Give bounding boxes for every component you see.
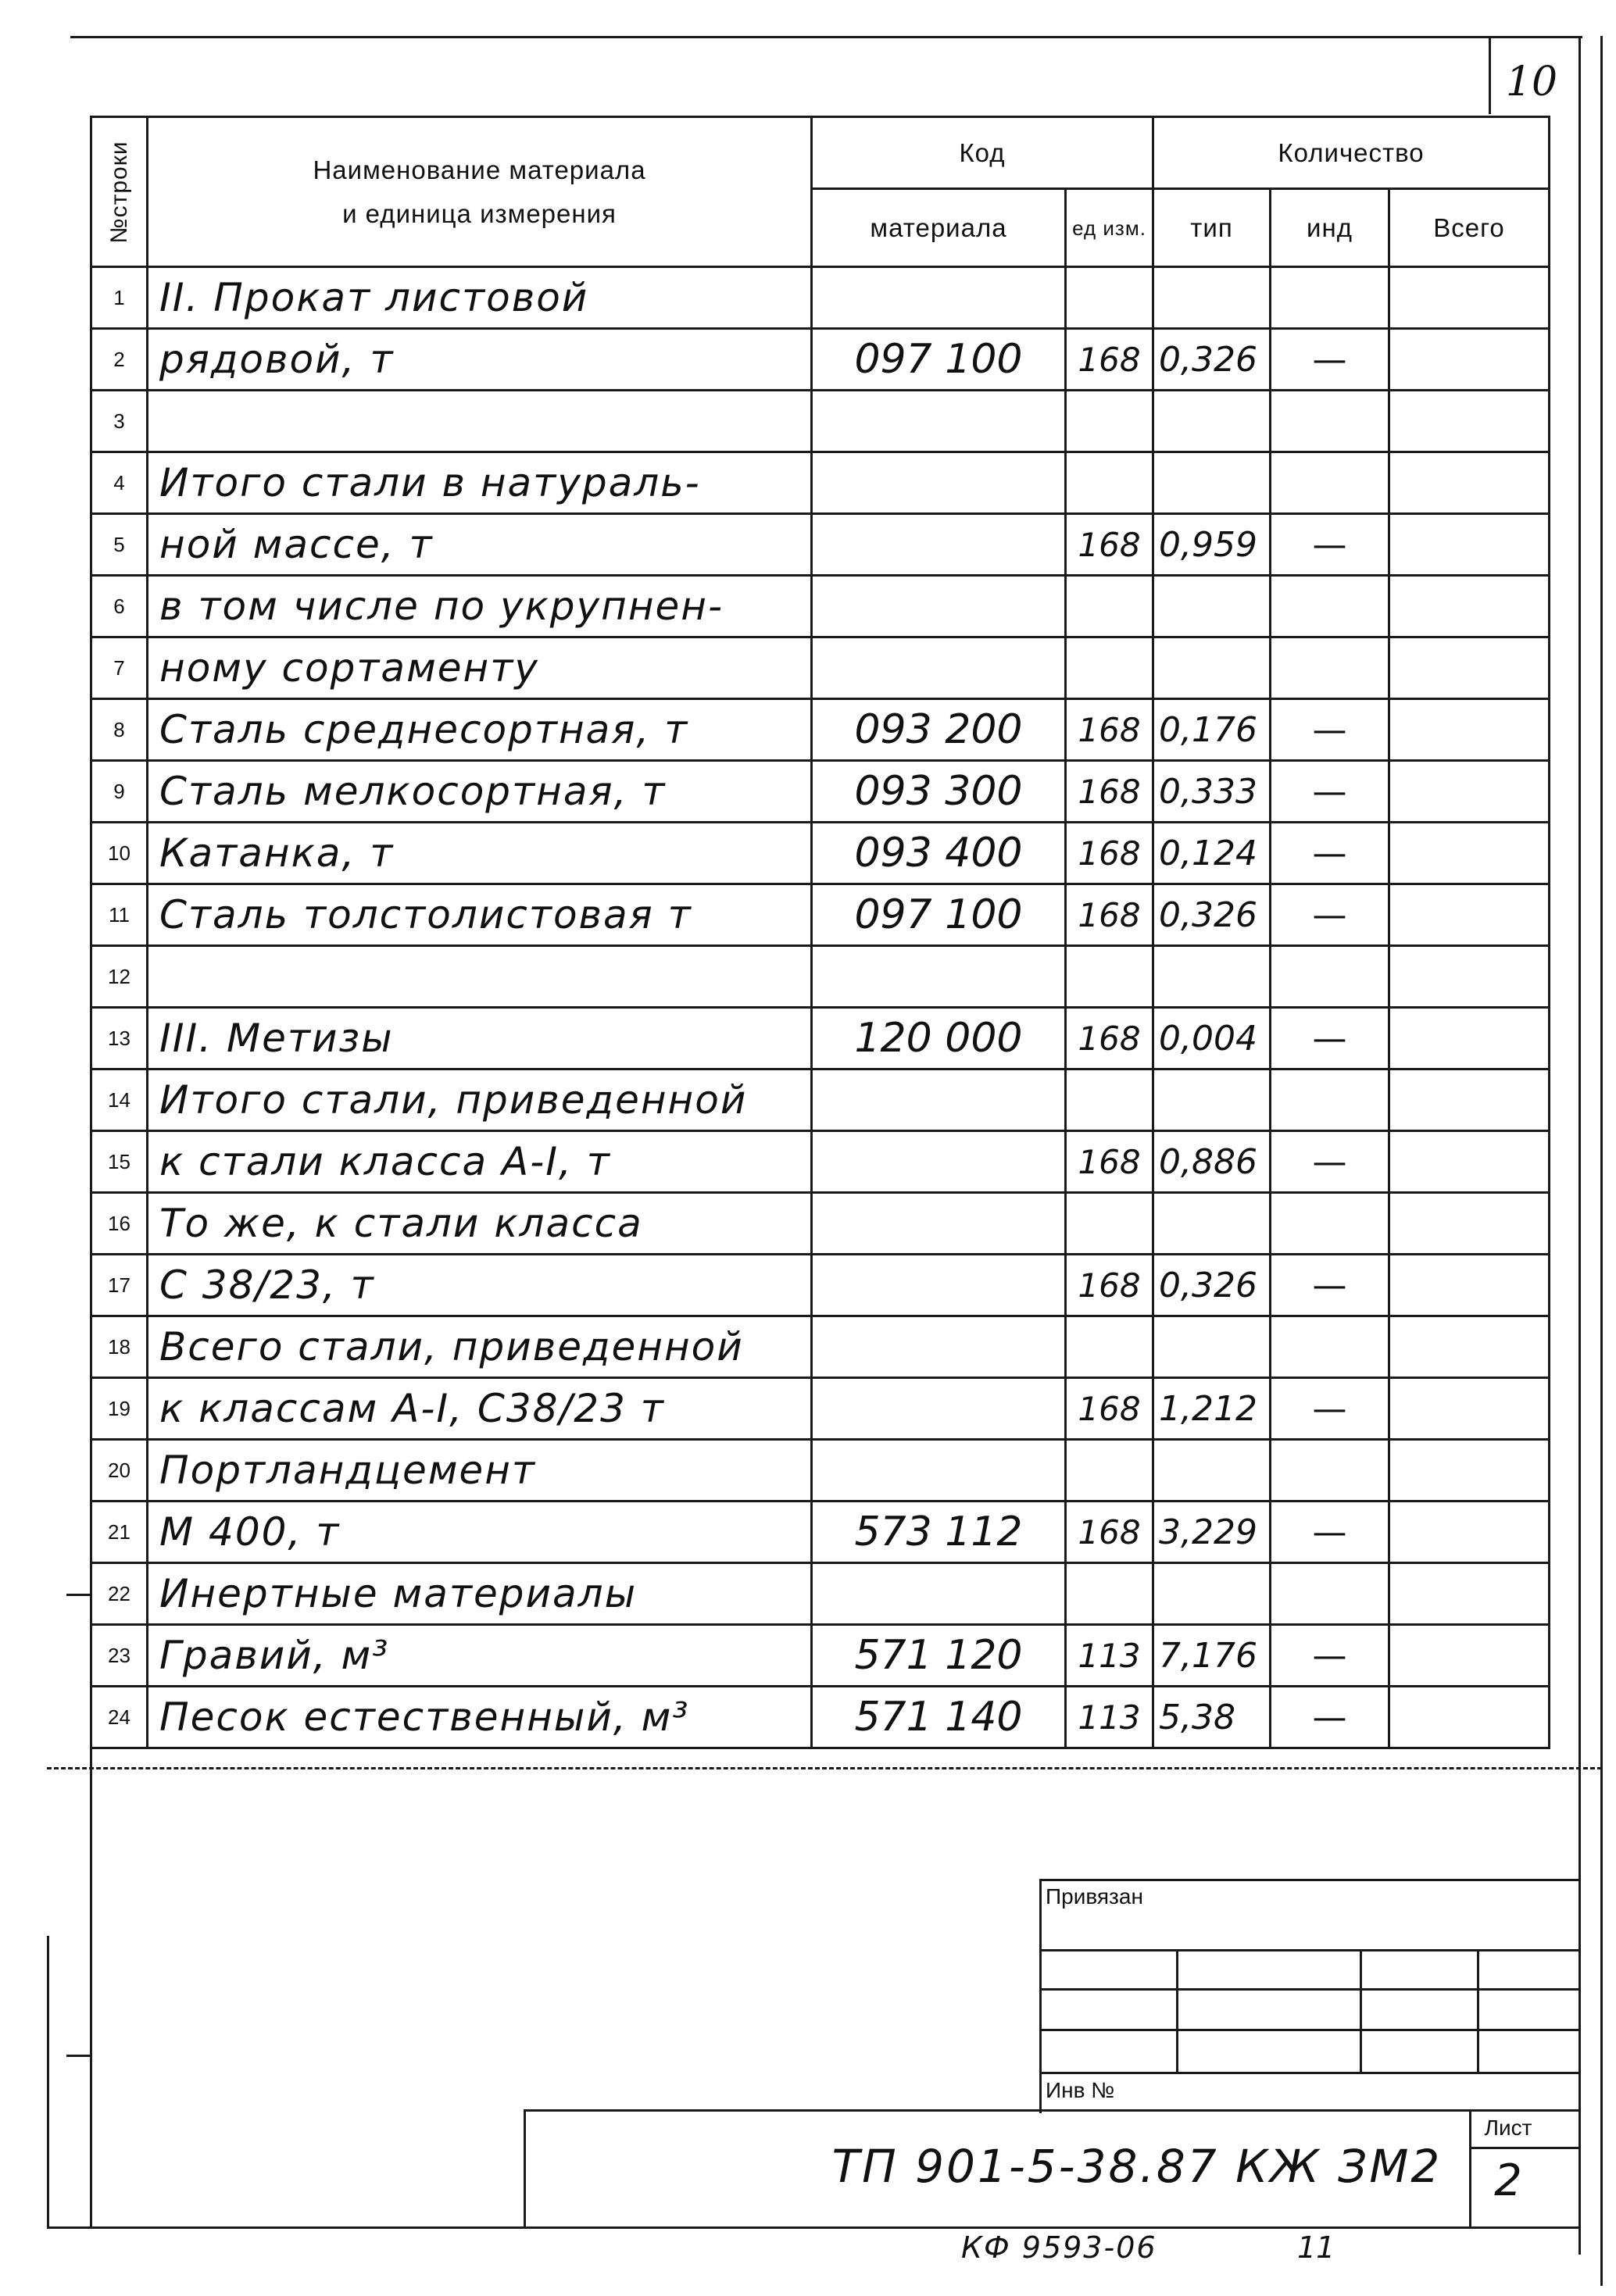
table-row [91,452,1550,514]
title-block-left [1039,1879,1042,2113]
row-number-cell: 14 [91,1069,148,1131]
table-row [91,1502,1550,1563]
sheet-number: 2 [1494,2155,1522,2206]
qty-ind-cell: — [1271,1687,1389,1748]
material-code-cell [812,637,1066,699]
row-number-cell: 20 [91,1440,148,1502]
qty-total-cell [1389,329,1550,391]
row-number-cell: 21 [91,1502,148,1563]
material-code-cell: 573 112 [812,1502,1066,1563]
header-code-material: материала [812,189,1066,267]
unit-code-cell [1066,1069,1153,1131]
unit-code-cell [1066,576,1153,637]
document-code: ТП 901-5-38.87 КЖ ЗМ2 [831,2140,1443,2193]
unit-code-cell [1066,1563,1153,1625]
material-code-cell: 097 100 [812,329,1066,391]
material-name-cell: То же, к стали класса [148,1193,812,1255]
qty-ind-cell: — [1271,329,1389,391]
qty-total-cell [1389,391,1550,452]
row-number-cell: 16 [91,1193,148,1255]
bottom-border [47,2226,1581,2229]
material-code-cell [812,1563,1066,1625]
right-outer-border [1600,36,1603,2286]
row-number-cell: 17 [91,1255,148,1316]
archive-sheet-number: 11 [1297,2230,1335,2265]
qty-total-cell [1389,1069,1550,1131]
qty-type-cell: 3,229 [1153,1502,1271,1563]
material-name-cell: Сталь среднесортная, т [148,699,812,761]
unit-code-cell: 168 [1066,1255,1153,1316]
qty-total-cell [1389,576,1550,637]
material-code-cell: 571 140 [812,1687,1066,1748]
qty-type-cell: 0,886 [1153,1131,1271,1193]
row-number-cell: 6 [91,576,148,637]
qty-total-cell [1389,761,1550,823]
left-tick-2 [66,2055,90,2057]
qty-ind-cell: — [1271,1625,1389,1687]
title-grid-v3 [1477,1949,1479,2072]
row-number-cell: 23 [91,1625,148,1687]
header-code-unit: ед изм. [1066,189,1153,267]
material-code-cell [812,452,1066,514]
unit-code-cell [1066,1440,1153,1502]
qty-type-cell [1153,1069,1271,1131]
table-row [91,823,1550,884]
material-code-cell [812,576,1066,637]
material-name-cell: ной массе, т [148,514,812,576]
qty-ind-cell: — [1271,823,1389,884]
material-code-cell [812,1131,1066,1193]
qty-ind-cell [1271,1193,1389,1255]
unit-code-cell [1066,452,1153,514]
unit-code-cell: 168 [1066,514,1153,576]
row-number-cell: 3 [91,391,148,452]
table-row [91,761,1550,823]
material-name-cell: С 38/23, т [148,1255,812,1316]
qty-total-cell [1389,1625,1550,1687]
qty-total-cell [1389,1502,1550,1563]
material-name-cell: Песок естественный, м³ [148,1687,812,1748]
qty-type-cell [1153,267,1271,329]
material-name-cell: к стали класса А-I, т [148,1131,812,1193]
qty-total-cell [1389,1687,1550,1748]
qty-ind-cell: — [1271,1502,1389,1563]
qty-type-cell [1153,452,1271,514]
material-name-cell: Портландцемент [148,1440,812,1502]
top-border [70,36,1582,38]
material-name-cell: Инертные материалы [148,1563,812,1625]
unit-code-cell [1066,1193,1153,1255]
row-number-cell: 9 [91,761,148,823]
qty-ind-cell: — [1271,1131,1389,1193]
material-code-cell [812,1316,1066,1378]
qty-total-cell [1389,1440,1550,1502]
unit-code-cell: 113 [1066,1687,1153,1748]
unit-code-cell: 168 [1066,1502,1153,1563]
qty-type-cell: 0,333 [1153,761,1271,823]
material-code-cell [812,1440,1066,1502]
material-name-cell: Сталь толстолистовая т [148,884,812,946]
unit-code-cell: 168 [1066,823,1153,884]
material-code-cell: 571 120 [812,1625,1066,1687]
header-qty-total: Всего [1389,189,1550,267]
row-number-cell: 10 [91,823,148,884]
table-row [91,514,1550,576]
qty-type-cell [1153,576,1271,637]
qty-total-cell [1389,1563,1550,1625]
material-name-cell: II. Прокат листовой [148,267,812,329]
row-number-cell: 19 [91,1378,148,1440]
table-row [91,1440,1550,1502]
unit-code-cell: 168 [1066,1378,1153,1440]
table-row [91,884,1550,946]
material-code-cell: 093 400 [812,823,1066,884]
page-number: 10 [1505,59,1558,105]
row-number-cell: 5 [91,514,148,576]
qty-total-cell [1389,1316,1550,1378]
qty-type-cell [1153,1563,1271,1625]
material-code-cell [812,1193,1066,1255]
qty-ind-cell: — [1271,1008,1389,1069]
row-number-cell: 13 [91,1008,148,1069]
qty-ind-cell [1271,267,1389,329]
material-code-cell [812,1255,1066,1316]
qty-type-cell: 0,004 [1153,1008,1271,1069]
qty-total-cell [1389,1193,1550,1255]
table-row [91,1008,1550,1069]
qty-total-cell [1389,699,1550,761]
unit-code-cell: 168 [1066,1131,1153,1193]
title-main-left [524,2109,526,2228]
qty-type-cell [1153,1440,1271,1502]
qty-ind-cell [1271,576,1389,637]
title-main-top [524,2109,1581,2112]
table-row [91,1131,1550,1193]
unit-code-cell [1066,391,1153,452]
qty-total-cell [1389,1255,1550,1316]
left-tick-1 [66,1594,90,1596]
material-code-cell [812,391,1066,452]
material-name-cell: Итого стали в натураль- [148,452,812,514]
row-number-cell: 8 [91,699,148,761]
sheet-label: Лист [1484,2116,1532,2140]
table-row [91,1687,1550,1748]
material-code-cell: 093 200 [812,699,1066,761]
cut-line [47,1767,1602,1769]
unit-code-cell: 168 [1066,884,1153,946]
qty-type-cell: 7,176 [1153,1625,1271,1687]
table-row [91,1316,1550,1378]
header-qty-ind: инд [1271,189,1389,267]
unit-code-cell: 168 [1066,699,1153,761]
title-block-top [1039,1879,1581,1881]
qty-ind-cell [1271,946,1389,1008]
qty-ind-cell: — [1271,1378,1389,1440]
material-name-cell: Гравий, м³ [148,1625,812,1687]
material-name-cell [148,946,812,1008]
qty-total-cell [1389,884,1550,946]
material-name-cell: III. Метизы [148,1008,812,1069]
table-body [91,267,1550,1748]
row-number-cell: 1 [91,267,148,329]
title-grid-h2 [1039,1988,1581,1991]
row-number-cell: 2 [91,329,148,391]
qty-type-cell: 1,212 [1153,1378,1271,1440]
archive-number: КФ 9593-06 [961,2230,1157,2265]
unit-code-cell: 168 [1066,329,1153,391]
material-name-cell: Всего стали, приведенной [148,1316,812,1378]
material-code-cell [812,514,1066,576]
table-row [91,1563,1550,1625]
table-row [91,1625,1550,1687]
qty-ind-cell [1271,1440,1389,1502]
table-row [91,576,1550,637]
qty-type-cell: 5,38 [1153,1687,1271,1748]
qty-total-cell [1389,514,1550,576]
row-number-cell: 18 [91,1316,148,1378]
qty-ind-cell [1271,391,1389,452]
material-name-cell: Итого стали, приведенной [148,1069,812,1131]
table-row [91,1069,1550,1131]
row-number-cell: 7 [91,637,148,699]
material-code-cell [812,1069,1066,1131]
qty-total-cell [1389,1008,1550,1069]
material-name-cell [148,391,812,452]
unit-code-cell: 113 [1066,1625,1153,1687]
row-number-cell: 12 [91,946,148,1008]
title-grid-h3 [1039,2029,1581,2031]
qty-total-cell [1389,637,1550,699]
row-number-cell: 24 [91,1687,148,1748]
qty-type-cell: 0,176 [1153,699,1271,761]
qty-ind-cell: — [1271,761,1389,823]
row-number-cell: 4 [91,452,148,514]
table-row [91,267,1550,329]
qty-type-cell [1153,637,1271,699]
inv-label: Инв № [1046,2078,1115,2102]
qty-type-cell: 0,326 [1153,884,1271,946]
header-code-group: Код [812,117,1153,189]
table-row [91,391,1550,452]
qty-type-cell: 0,124 [1153,823,1271,884]
qty-type-cell: 0,326 [1153,1255,1271,1316]
qty-total-cell [1389,1131,1550,1193]
qty-ind-cell [1271,637,1389,699]
qty-type-cell [1153,946,1271,1008]
material-name-cell: М 400, т [148,1502,812,1563]
material-code-cell: 093 300 [812,761,1066,823]
qty-total-cell [1389,452,1550,514]
material-name-cell: ному сортаменту [148,637,812,699]
unit-code-cell [1066,267,1153,329]
material-name-cell: в том числе по укрупнен- [148,576,812,637]
material-code-cell [812,267,1066,329]
title-grid-v2 [1360,1949,1362,2072]
material-name-cell: Катанка, т [148,823,812,884]
table-row [91,699,1550,761]
table-row [91,1378,1550,1440]
table-row [91,329,1550,391]
qty-total-cell [1389,946,1550,1008]
material-code-cell: 120 000 [812,1008,1066,1069]
qty-ind-cell: — [1271,884,1389,946]
qty-total-cell [1389,1378,1550,1440]
header-name: Наименование материала и единица измерения [148,117,812,267]
qty-type-cell: 0,326 [1153,329,1271,391]
table-row [91,946,1550,1008]
table-row [91,1193,1550,1255]
qty-type-cell [1153,1316,1271,1378]
outer-left-border [47,1936,49,2228]
material-name-cell: рядовой, т [148,329,812,391]
header-quantity-group: Количество [1153,117,1550,189]
row-number-cell: 15 [91,1131,148,1193]
material-spec-table [90,116,1550,1749]
qty-type-cell [1153,1193,1271,1255]
qty-ind-cell [1271,1316,1389,1378]
right-border [1578,36,1581,2255]
row-number-cell: 11 [91,884,148,946]
qty-ind-cell [1271,452,1389,514]
header-row-number: №строки [91,117,148,267]
qty-total-cell [1389,267,1550,329]
qty-type-cell [1153,391,1271,452]
title-grid-v1 [1176,1949,1178,2072]
row-number-cell: 22 [91,1563,148,1625]
title-grid-h4 [1039,2072,1581,2074]
table-row [91,637,1550,699]
material-code-cell: 097 100 [812,884,1066,946]
material-name-cell: к классам А-I, С38/23 т [148,1378,812,1440]
unit-code-cell [1066,946,1153,1008]
qty-ind-cell [1271,1563,1389,1625]
header-qty-type: тип [1153,189,1271,267]
bound-label: Привязан [1046,1884,1143,1909]
qty-ind-cell: — [1271,1255,1389,1316]
material-code-cell [812,946,1066,1008]
qty-ind-cell: — [1271,514,1389,576]
unit-code-cell: 168 [1066,1008,1153,1069]
title-grid-h1 [1039,1949,1581,1951]
unit-code-cell: 168 [1066,761,1153,823]
material-name-cell: Сталь мелкосортная, т [148,761,812,823]
unit-code-cell [1066,1316,1153,1378]
qty-type-cell: 0,959 [1153,514,1271,576]
qty-ind-cell [1271,1069,1389,1131]
table-row [91,1255,1550,1316]
qty-total-cell [1389,823,1550,884]
material-code-cell [812,1378,1066,1440]
qty-ind-cell: — [1271,699,1389,761]
sheet-box-divider [1469,2147,1581,2149]
unit-code-cell [1066,637,1153,699]
